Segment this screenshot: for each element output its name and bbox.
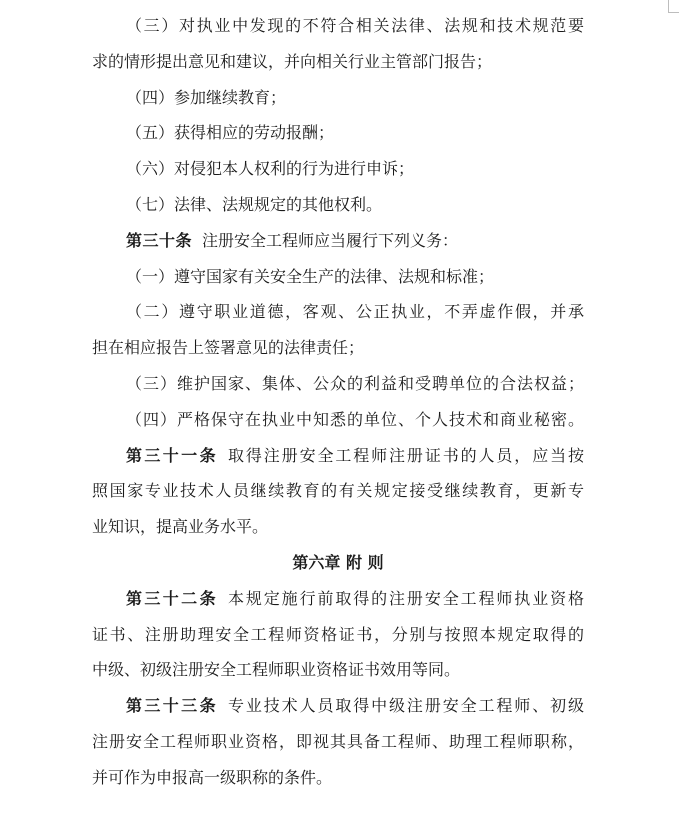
- text-line: [92, 44, 584, 80]
- line-text: （一）遵守国家有关安全生产的法律、法规和标准；: [126, 266, 495, 286]
- text-line: [92, 688, 584, 724]
- article-number: 第三十条: [126, 230, 193, 250]
- text-line: [92, 438, 584, 474]
- text-line: [92, 652, 584, 688]
- line-text: （六）对侵犯本人权利的行为进行申诉；: [126, 159, 415, 179]
- chapter-title: 第六章 附 则: [292, 552, 384, 572]
- text-line: [92, 115, 584, 151]
- article-number: 第三十二条: [126, 588, 218, 608]
- line-text: 取得注册安全工程师注册证书的人员，应当按: [227, 445, 584, 465]
- text-line: [92, 330, 584, 366]
- line-text: 专业技术人员取得中级注册安全工程师、初级: [227, 696, 584, 716]
- line-text: 注册安全工程师应当履行下列义务：: [202, 230, 459, 250]
- line-text: 中级、初级注册安全工程师职业资格证书效用等同。: [92, 660, 461, 680]
- line-text: 求的情形提出意见和建议，并向相关行业主管部门报告；: [92, 51, 493, 71]
- text-line: [92, 724, 584, 760]
- text-line: [92, 151, 584, 187]
- text-line: [92, 402, 584, 438]
- line-text: 照国家专业技术人员继续教育的有关规定接受继续教育，更新专: [92, 481, 584, 501]
- line-text: 证书、注册助理安全工程师资格证书，分别与按照本规定取得的: [92, 624, 584, 644]
- line-text: （三）对执业中发现的不符合相关法律、法规和技术规范要: [126, 16, 584, 35]
- article-number: 第三十三条: [126, 696, 218, 716]
- article-number: 第三十一条: [126, 445, 218, 465]
- text-line: [92, 8, 584, 44]
- text-line: [92, 366, 584, 402]
- text-line: [92, 80, 584, 116]
- page-corner-mark: [668, 0, 679, 13]
- line-text: 业知识，提高业务水平。: [92, 517, 269, 537]
- text-line: [92, 223, 584, 259]
- text-block-after-chapter: [92, 581, 584, 796]
- line-text: （二）遵守职业道德，客观、公正执业，不弄虚作假，并承: [126, 302, 584, 322]
- text-line: [92, 581, 584, 617]
- text-block-before-chapter: [92, 8, 584, 545]
- text-line: [92, 259, 584, 295]
- line-text: （三）维护国家、集体、公众的利益和受聘单位的合法权益；: [126, 373, 584, 393]
- line-text: 担在相应报告上签署意见的法律责任；: [92, 338, 365, 358]
- document-body: [92, 8, 584, 796]
- line-text: 本规定施行前取得的注册安全工程师执业资格: [227, 588, 584, 608]
- text-line: [92, 187, 584, 223]
- line-text: （七）法律、法规规定的其他权利。: [126, 194, 383, 214]
- text-line: [92, 294, 584, 330]
- text-line: [92, 473, 584, 509]
- line-text: （四）严格保守在执业中知悉的单位、个人技术和商业秘密。: [126, 409, 584, 429]
- line-text: （四）参加继续教育；: [126, 87, 287, 107]
- text-line: [92, 617, 584, 653]
- line-text: （五）获得相应的劳动报酬；: [126, 123, 335, 143]
- line-text: 注册安全工程师职业资格，即视其具备工程师、助理工程师职称，: [92, 731, 584, 751]
- text-line: [92, 760, 584, 796]
- text-line: [92, 509, 584, 545]
- line-text: 并可作为申报高一级职称的条件。: [92, 767, 333, 787]
